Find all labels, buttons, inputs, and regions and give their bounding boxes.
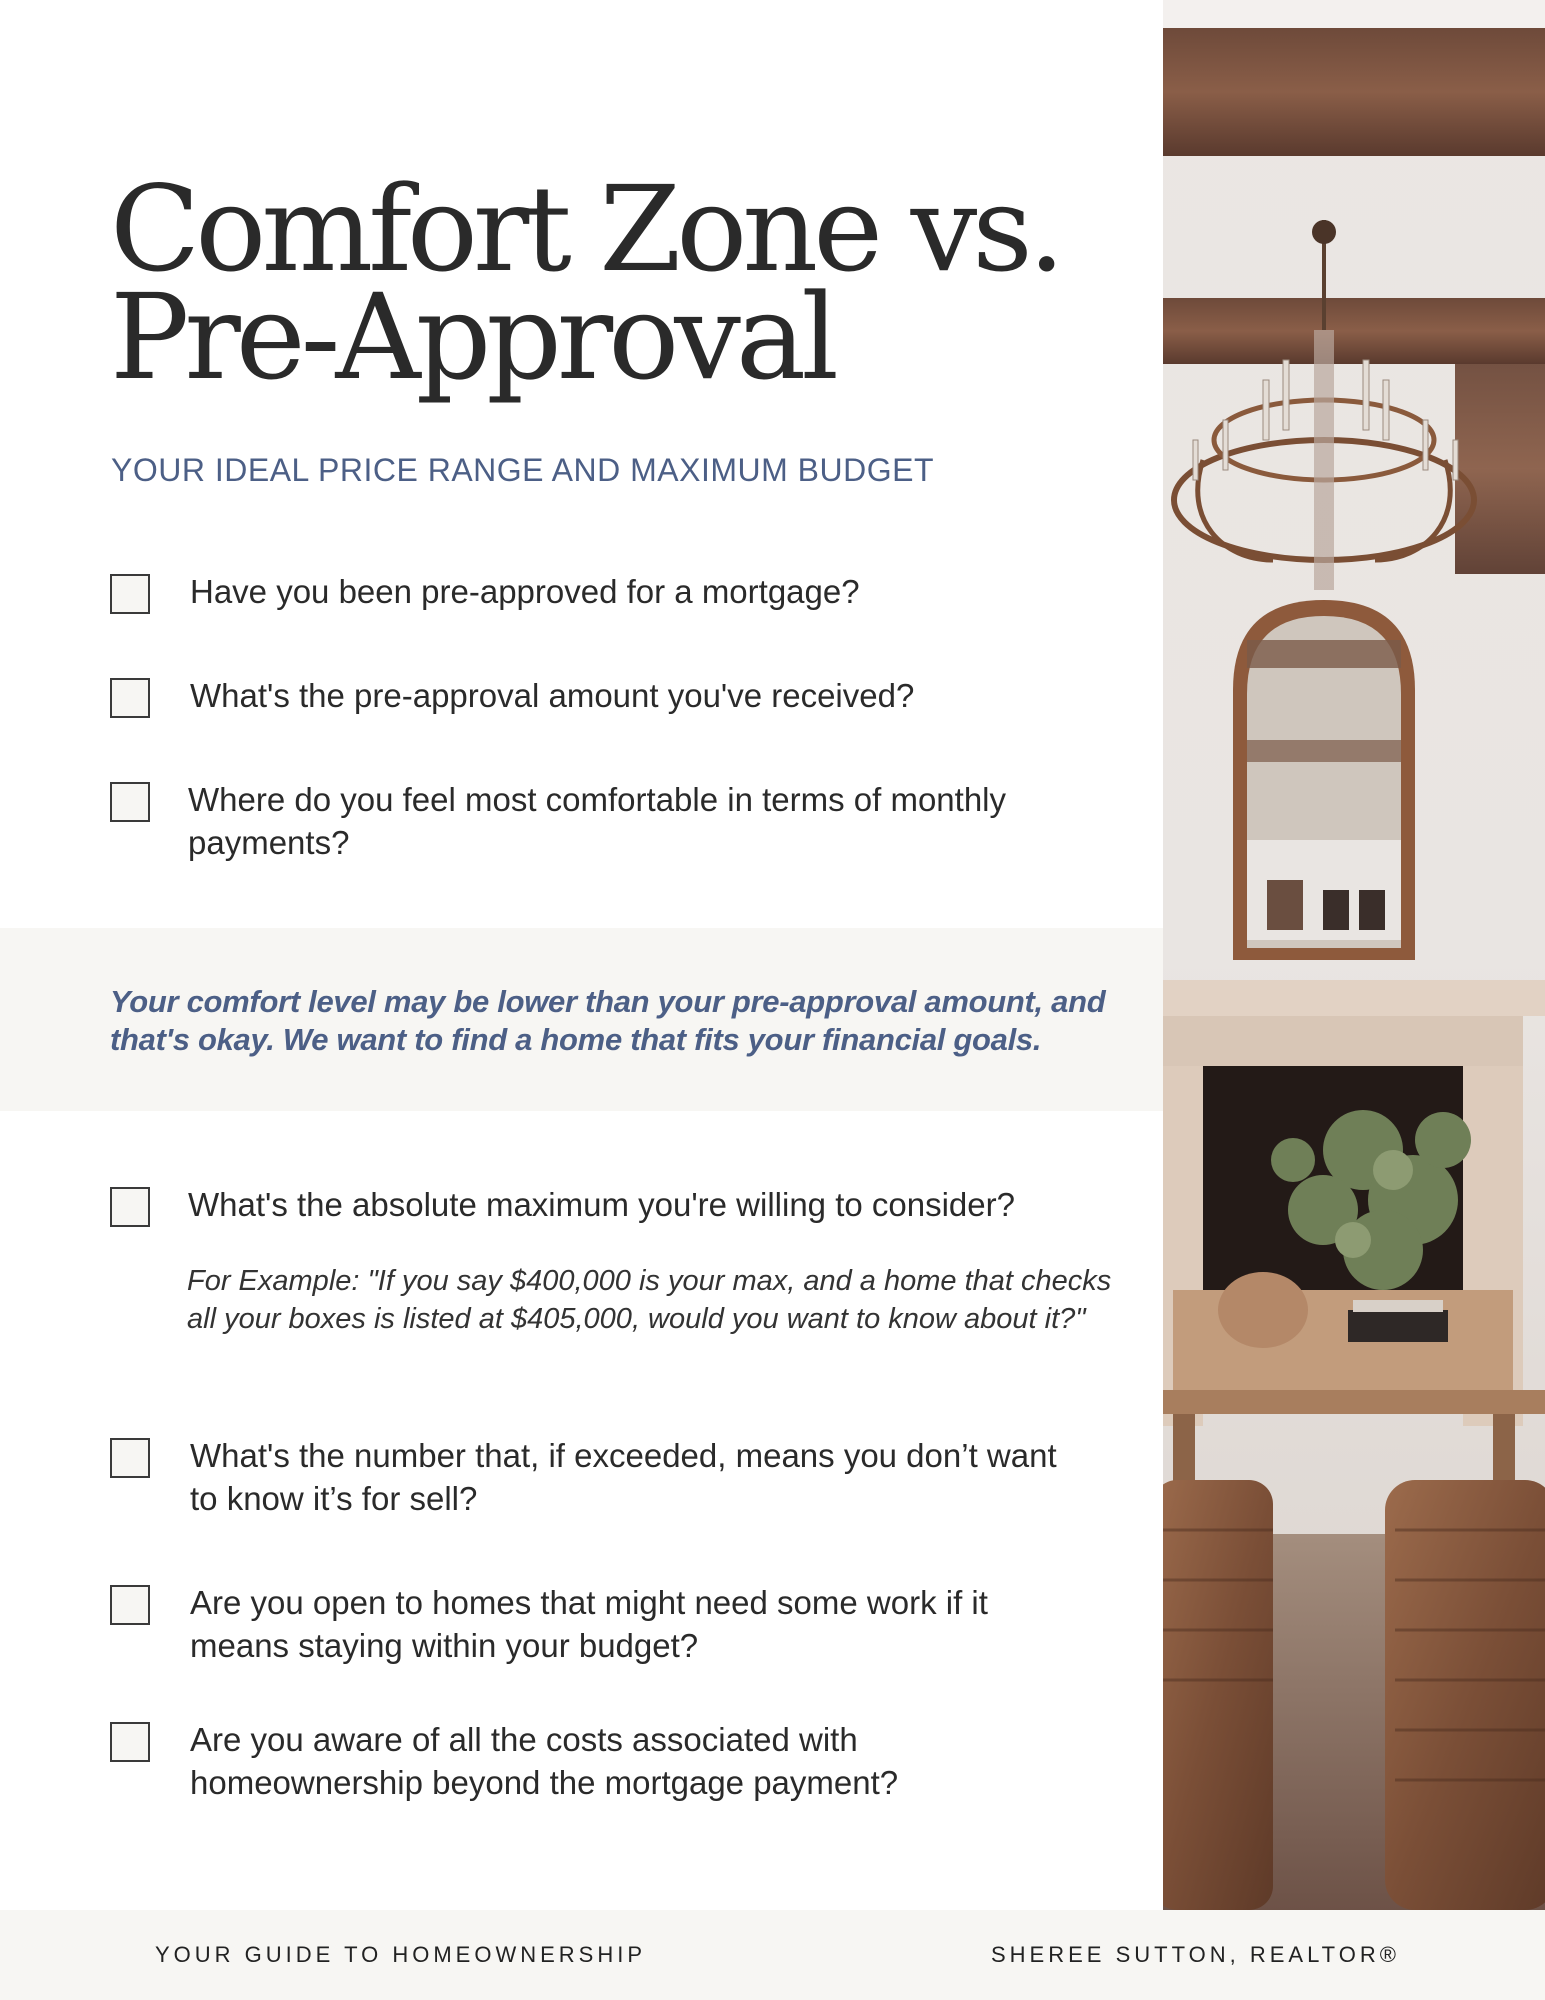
title-line-2: Pre-Approval [110, 268, 834, 406]
question-text: Are you open to homes that might need some work if it means staying within your budget? [190, 1584, 988, 1664]
page-title [110, 160, 1061, 406]
question-text: Have you been pre-approved for a mortgage? [190, 573, 860, 610]
checkbox[interactable] [110, 1722, 150, 1762]
page-subtitle: YOUR IDEAL PRICE RANGE AND MAXIMUM BUDGET [111, 452, 934, 488]
checkbox[interactable] [110, 1187, 150, 1227]
checkbox[interactable] [110, 678, 150, 718]
callout-text: Your comfort level may be lower than your pre-approval amount, and that's okay. We want to find a home that fits your financial goals. [110, 984, 1106, 1057]
example-text: For Example: "If you say $400,000 is your max, and a home that checks all your boxes is listed at $405,000, would you want to know about it?" [187, 1265, 1112, 1335]
title-line-1: Comfort Zone vs. [110, 160, 1061, 298]
checkbox[interactable] [110, 574, 150, 614]
checkbox[interactable] [110, 1585, 150, 1625]
question-text: What's the absolute maximum you're willing to consider? [188, 1186, 1015, 1223]
question-text: Where do you feel most comfortable in terms of monthly payments? [188, 781, 1007, 861]
question-text: Are you aware of all the costs associated with homeownership beyond the mortgage payment? [190, 1721, 899, 1801]
checkbox[interactable] [110, 782, 150, 822]
question-text: What's the number that, if exceeded, means you don’t want to know it’s for sell? [190, 1437, 1057, 1517]
footer-realtor-name: SHEREE SUTTON, REALTOR® [991, 1942, 1400, 1967]
living-room-chandelier-photo-icon [1163, 0, 1545, 1910]
question-text: What's the pre-approval amount you've received? [190, 677, 915, 714]
checkbox[interactable] [110, 1438, 150, 1478]
living-room-photo [1163, 0, 1545, 1910]
callout-band [0, 928, 1163, 1111]
footer-guide-label: YOUR GUIDE TO HOMEOWNERSHIP [155, 1942, 647, 1967]
footer [0, 1910, 1545, 2000]
